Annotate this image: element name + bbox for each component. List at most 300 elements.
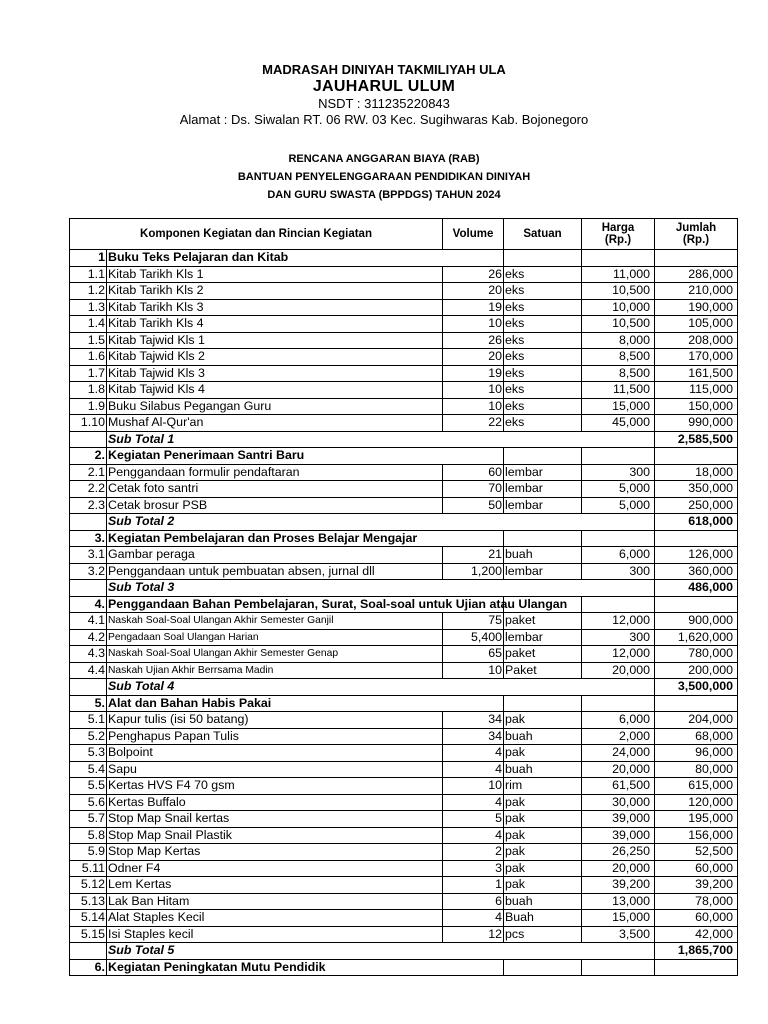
item-price: 10,500 <box>582 283 655 300</box>
item-total: 120,000 <box>655 794 738 811</box>
row-number: 1.3 <box>70 299 107 316</box>
table-row <box>70 728 738 745</box>
table-row <box>70 646 738 663</box>
item-description: Kitab Tajwid Kls 1 <box>107 332 443 349</box>
table-row <box>70 860 738 877</box>
row-number: 2.1 <box>70 464 107 481</box>
item-price: 15,000 <box>582 398 655 415</box>
row-number: 5.7 <box>70 811 107 828</box>
empty-cell <box>582 530 655 547</box>
item-volume: 20 <box>443 349 504 366</box>
item-price: 20,000 <box>582 761 655 778</box>
item-unit: Buah <box>504 910 582 927</box>
item-unit: lembar <box>504 497 582 514</box>
empty-cell <box>504 695 582 712</box>
item-price: 12,000 <box>582 646 655 663</box>
item-description: Kapur tulis (isi 50 batang) <box>107 712 443 729</box>
item-volume: 12 <box>443 926 504 943</box>
item-unit: eks <box>504 349 582 366</box>
item-total: 208,000 <box>655 332 738 349</box>
subtotal-row <box>70 431 738 448</box>
school-name: JAUHARUL ULUM <box>312 78 456 95</box>
row-number: 2.2 <box>70 481 107 498</box>
item-price: 39,000 <box>582 827 655 844</box>
table-row <box>70 877 738 894</box>
subtotal-label: Sub Total 5 <box>107 943 655 960</box>
item-total: 18,000 <box>655 464 738 481</box>
column-header-unit: Satuan <box>504 219 582 250</box>
item-unit: lembar <box>504 629 582 646</box>
item-unit: pak <box>504 745 582 762</box>
item-volume: 1,200 <box>443 563 504 580</box>
item-price: 300 <box>582 629 655 646</box>
empty-cell <box>582 959 655 976</box>
table-body <box>70 250 738 976</box>
item-volume: 34 <box>443 712 504 729</box>
empty-cell <box>504 250 582 267</box>
item-total: 615,000 <box>655 778 738 795</box>
item-price: 39,000 <box>582 811 655 828</box>
item-price: 61,500 <box>582 778 655 795</box>
row-number: 5.14 <box>70 910 107 927</box>
item-description: Gambar peraga <box>107 547 443 564</box>
empty-cell <box>655 596 738 613</box>
item-volume: 20 <box>443 283 504 300</box>
row-number: 5.3 <box>70 745 107 762</box>
item-total: 115,000 <box>655 382 738 399</box>
item-unit: lembar <box>504 563 582 580</box>
section-title: Alat dan Bahan Habis Pakai <box>107 695 504 712</box>
section-title: Kegiatan Pembelajaran dan Proses Belajar Mengajar <box>107 530 504 547</box>
row-number: 1.4 <box>70 316 107 333</box>
item-volume: 26 <box>443 266 504 283</box>
item-total: 126,000 <box>655 547 738 564</box>
item-total: 250,000 <box>655 497 738 514</box>
item-description: Lem Kertas <box>107 877 443 894</box>
row-number: 1.2 <box>70 283 107 300</box>
row-number: 5.4 <box>70 761 107 778</box>
item-unit: paket <box>504 646 582 663</box>
row-number: 1.7 <box>70 365 107 382</box>
subtotal-amount: 486,000 <box>655 580 738 597</box>
item-total: 195,000 <box>655 811 738 828</box>
item-total: 39,200 <box>655 877 738 894</box>
document-title <box>0 150 768 204</box>
item-price: 8,000 <box>582 332 655 349</box>
item-total: 204,000 <box>655 712 738 729</box>
item-unit: pcs <box>504 926 582 943</box>
title-line-2: BANTUAN PENYELENGGARAAN PENDIDIKAN DINIYAH <box>237 171 531 183</box>
item-description: Kitab Tarikh Kls 2 <box>107 283 443 300</box>
item-description: Bolpoint <box>107 745 443 762</box>
item-price: 15,000 <box>582 910 655 927</box>
item-description: Penghapus Papan Tulis <box>107 728 443 745</box>
item-price: 6,000 <box>582 547 655 564</box>
item-description: Pengadaan Soal Ulangan Harian <box>107 629 443 646</box>
table-row <box>70 415 738 432</box>
item-price: 10,500 <box>582 316 655 333</box>
item-unit: pak <box>504 811 582 828</box>
item-volume: 10 <box>443 316 504 333</box>
empty-cell <box>582 250 655 267</box>
table-row <box>70 794 738 811</box>
subtotal-row <box>70 943 738 960</box>
institution-type: MADRASAH DINIYAH TAKMILIYAH ULA <box>262 62 506 77</box>
column-header-component: Komponen Kegiatan dan Rincian Kegiatan <box>70 219 443 250</box>
row-number: 4.3 <box>70 646 107 663</box>
table-row <box>70 926 738 943</box>
table-row <box>70 497 738 514</box>
item-price: 2,000 <box>582 728 655 745</box>
item-total: 150,000 <box>655 398 738 415</box>
row-number: 6. <box>70 959 107 976</box>
item-unit: pak <box>504 844 582 861</box>
item-price: 39,200 <box>582 877 655 894</box>
item-volume: 4 <box>443 794 504 811</box>
item-price: 10,000 <box>582 299 655 316</box>
item-total: 156,000 <box>655 827 738 844</box>
item-unit: eks <box>504 415 582 432</box>
row-number: 1.6 <box>70 349 107 366</box>
item-total: 200,000 <box>655 662 738 679</box>
item-volume: 5 <box>443 811 504 828</box>
section-row <box>70 250 738 267</box>
item-description: Stop Map Snail kertas <box>107 811 443 828</box>
item-volume: 10 <box>443 662 504 679</box>
item-unit: pak <box>504 712 582 729</box>
item-volume: 5,400 <box>443 629 504 646</box>
table-row <box>70 844 738 861</box>
item-volume: 70 <box>443 481 504 498</box>
table-row <box>70 547 738 564</box>
empty-cell <box>70 514 107 531</box>
empty-cell <box>655 695 738 712</box>
item-volume: 4 <box>443 827 504 844</box>
item-price: 8,500 <box>582 349 655 366</box>
empty-cell <box>70 679 107 696</box>
subtotal-amount: 3,500,000 <box>655 679 738 696</box>
budget-table <box>69 218 738 976</box>
item-price: 300 <box>582 563 655 580</box>
item-total: 286,000 <box>655 266 738 283</box>
subtotal-row <box>70 580 738 597</box>
item-total: 170,000 <box>655 349 738 366</box>
item-total: 990,000 <box>655 415 738 432</box>
column-header-total <box>655 219 738 250</box>
item-volume: 19 <box>443 365 504 382</box>
item-volume: 10 <box>443 778 504 795</box>
item-price: 20,000 <box>582 662 655 679</box>
table-row <box>70 266 738 283</box>
item-description: Mushaf Al-Qur'an <box>107 415 443 432</box>
table-row <box>70 464 738 481</box>
table-row <box>70 893 738 910</box>
section-row <box>70 695 738 712</box>
item-unit: eks <box>504 283 582 300</box>
column-header-total-line1: Jumlah <box>675 222 717 234</box>
section-title: Kegiatan Peningkatan Mutu Pendidik <box>107 959 504 976</box>
row-number: 1.8 <box>70 382 107 399</box>
item-price: 30,000 <box>582 794 655 811</box>
item-volume: 22 <box>443 415 504 432</box>
item-description: Kertas Buffalo <box>107 794 443 811</box>
subtotal-label: Sub Total 3 <box>107 580 655 597</box>
table-row <box>70 332 738 349</box>
row-number: 4.4 <box>70 662 107 679</box>
section-row <box>70 959 738 976</box>
section-title: Kegiatan Penerimaan Santri Baru <box>107 448 504 465</box>
row-number: 5.13 <box>70 893 107 910</box>
row-number: 5.15 <box>70 926 107 943</box>
section-row <box>70 530 738 547</box>
row-number: 5.1 <box>70 712 107 729</box>
table-row <box>70 481 738 498</box>
item-total: 780,000 <box>655 646 738 663</box>
item-price: 12,000 <box>582 613 655 630</box>
item-description: Stop Map Kertas <box>107 844 443 861</box>
item-unit: eks <box>504 316 582 333</box>
item-description: Kertas HVS F4 70 gsm <box>107 778 443 795</box>
item-price: 5,000 <box>582 497 655 514</box>
item-volume: 3 <box>443 860 504 877</box>
table-row <box>70 745 738 762</box>
table-row <box>70 827 738 844</box>
item-description: Alat Staples Kecil <box>107 910 443 927</box>
item-volume: 4 <box>443 910 504 927</box>
empty-cell <box>655 959 738 976</box>
item-price: 13,000 <box>582 893 655 910</box>
row-number: 4. <box>70 596 107 613</box>
item-description: Naskah Ujian Akhir Berrsama Madin <box>107 662 443 679</box>
item-total: 68,000 <box>655 728 738 745</box>
column-header-price-line1: Harga <box>601 222 635 234</box>
table-row <box>70 563 738 580</box>
table-row <box>70 910 738 927</box>
item-price: 20,000 <box>582 860 655 877</box>
empty-cell <box>582 448 655 465</box>
section-row <box>70 596 738 613</box>
item-description: Lak Ban Hitam <box>107 893 443 910</box>
empty-cell <box>582 596 655 613</box>
item-price: 5,000 <box>582 481 655 498</box>
school-address: Alamat : Ds. Siwalan RT. 06 RW. 03 Kec. Sugihwaras Kab. Bojonegoro <box>179 112 589 127</box>
item-price: 3,500 <box>582 926 655 943</box>
item-unit: rim <box>504 778 582 795</box>
item-volume: 10 <box>443 382 504 399</box>
item-volume: 60 <box>443 464 504 481</box>
row-number: 5.6 <box>70 794 107 811</box>
item-unit: lembar <box>504 464 582 481</box>
item-volume: 10 <box>443 398 504 415</box>
subtotal-row <box>70 514 738 531</box>
item-unit: buah <box>504 547 582 564</box>
row-number: 3.2 <box>70 563 107 580</box>
table-row <box>70 398 738 415</box>
row-number: 5. <box>70 695 107 712</box>
row-number: 3.1 <box>70 547 107 564</box>
item-description: Isi Staples kecil <box>107 926 443 943</box>
item-total: 190,000 <box>655 299 738 316</box>
item-description: Penggandaan untuk pembuatan absen, jurnal dll <box>107 563 443 580</box>
item-total: 360,000 <box>655 563 738 580</box>
row-number: 4.2 <box>70 629 107 646</box>
row-number: 1 <box>70 250 107 267</box>
item-description: Naskah Soal-Soal Ulangan Akhir Semester Genap <box>107 646 443 663</box>
column-header-total-line2: (Rp.) <box>682 234 710 246</box>
item-description: Stop Map Snail Plastik <box>107 827 443 844</box>
item-total: 80,000 <box>655 761 738 778</box>
table-header-row <box>70 219 738 250</box>
item-unit: buah <box>504 728 582 745</box>
row-number: 2. <box>70 448 107 465</box>
empty-cell <box>655 530 738 547</box>
item-description: Kitab Tarikh Kls 1 <box>107 266 443 283</box>
item-volume: 2 <box>443 844 504 861</box>
row-number: 5.2 <box>70 728 107 745</box>
empty-cell <box>655 448 738 465</box>
row-number: 1.9 <box>70 398 107 415</box>
table-row <box>70 662 738 679</box>
nsdt-number: NSDT : 311235220843 <box>318 96 450 111</box>
item-description: Kitab Tajwid Kls 4 <box>107 382 443 399</box>
table-row <box>70 283 738 300</box>
item-unit: Paket <box>504 662 582 679</box>
item-description: Penggandaan formulir pendaftaran <box>107 464 443 481</box>
row-number: 5.11 <box>70 860 107 877</box>
column-header-price <box>582 219 655 250</box>
empty-cell <box>504 959 582 976</box>
item-volume: 50 <box>443 497 504 514</box>
empty-cell <box>582 695 655 712</box>
section-title: Buku Teks Pelajaran dan Kitab <box>107 250 504 267</box>
empty-cell <box>504 530 582 547</box>
item-description: Naskah Soal-Soal Ulangan Akhir Semester Ganjil <box>107 613 443 630</box>
item-total: 60,000 <box>655 910 738 927</box>
empty-cell <box>70 580 107 597</box>
item-description: Sapu <box>107 761 443 778</box>
item-total: 210,000 <box>655 283 738 300</box>
empty-cell <box>70 943 107 960</box>
table-row <box>70 613 738 630</box>
row-number: 5.8 <box>70 827 107 844</box>
item-total: 1,620,000 <box>655 629 738 646</box>
item-volume: 26 <box>443 332 504 349</box>
item-unit: buah <box>504 893 582 910</box>
row-number: 1.5 <box>70 332 107 349</box>
item-total: 60,000 <box>655 860 738 877</box>
item-price: 24,000 <box>582 745 655 762</box>
item-price: 26,250 <box>582 844 655 861</box>
item-volume: 1 <box>443 877 504 894</box>
item-total: 161,500 <box>655 365 738 382</box>
item-unit: eks <box>504 299 582 316</box>
subtotal-label: Sub Total 2 <box>107 514 655 531</box>
item-volume: 19 <box>443 299 504 316</box>
item-unit: eks <box>504 382 582 399</box>
item-description: Cetak foto santri <box>107 481 443 498</box>
column-header-volume: Volume <box>443 219 504 250</box>
title-line-3: DAN GURU SWASTA (BPPDGS) TAHUN 2024 <box>267 189 501 201</box>
item-price: 8,500 <box>582 365 655 382</box>
item-unit: pak <box>504 860 582 877</box>
row-number: 4.1 <box>70 613 107 630</box>
subtotal-amount: 1,865,700 <box>655 943 738 960</box>
subtotal-label: Sub Total 4 <box>107 679 655 696</box>
row-number: 2.3 <box>70 497 107 514</box>
row-number: 5.5 <box>70 778 107 795</box>
column-header-price-line2: (Rp.) <box>604 234 632 246</box>
item-volume: 4 <box>443 761 504 778</box>
item-description: Buku Silabus Pegangan Guru <box>107 398 443 415</box>
item-unit: buah <box>504 761 582 778</box>
table-row <box>70 349 738 366</box>
subtotal-label: Sub Total 1 <box>107 431 655 448</box>
table-row <box>70 761 738 778</box>
item-price: 45,000 <box>582 415 655 432</box>
item-price: 11,000 <box>582 266 655 283</box>
table-row <box>70 299 738 316</box>
item-description: Kitab Tarikh Kls 3 <box>107 299 443 316</box>
document-header <box>0 62 768 128</box>
item-volume: 6 <box>443 893 504 910</box>
title-line-1: RENCANA ANGGARAN BIAYA (RAB) <box>288 153 480 165</box>
subtotal-amount: 2,585,500 <box>655 431 738 448</box>
item-unit: eks <box>504 398 582 415</box>
item-description: Odner F4 <box>107 860 443 877</box>
item-total: 42,000 <box>655 926 738 943</box>
row-number: 5.12 <box>70 877 107 894</box>
table-row <box>70 365 738 382</box>
item-unit: paket <box>504 613 582 630</box>
subtotal-amount: 618,000 <box>655 514 738 531</box>
item-unit: lembar <box>504 481 582 498</box>
item-price: 300 <box>582 464 655 481</box>
section-title: Penggandaan Bahan Pembelajaran, Surat, Soal-soal untuk Ujian atau Ulangan <box>108 596 568 611</box>
item-description: Kitab Tajwid Kls 3 <box>107 365 443 382</box>
item-volume: 4 <box>443 745 504 762</box>
item-unit: pak <box>504 827 582 844</box>
table-row <box>70 316 738 333</box>
section-row <box>70 448 738 465</box>
row-number: 1.1 <box>70 266 107 283</box>
item-description: Kitab Tarikh Kls 4 <box>107 316 443 333</box>
item-total: 96,000 <box>655 745 738 762</box>
empty-cell <box>70 431 107 448</box>
empty-cell <box>655 250 738 267</box>
empty-cell <box>504 448 582 465</box>
item-unit: eks <box>504 365 582 382</box>
subtotal-row <box>70 679 738 696</box>
item-volume: 21 <box>443 547 504 564</box>
row-number: 3. <box>70 530 107 547</box>
item-unit: eks <box>504 266 582 283</box>
row-number: 1.10 <box>70 415 107 432</box>
item-volume: 34 <box>443 728 504 745</box>
item-volume: 65 <box>443 646 504 663</box>
item-price: 11,500 <box>582 382 655 399</box>
item-unit: pak <box>504 877 582 894</box>
item-total: 78,000 <box>655 893 738 910</box>
item-description: Kitab Tajwid Kls 2 <box>107 349 443 366</box>
item-total: 900,000 <box>655 613 738 630</box>
item-total: 105,000 <box>655 316 738 333</box>
item-total: 350,000 <box>655 481 738 498</box>
item-total: 52,500 <box>655 844 738 861</box>
item-description: Cetak brosur PSB <box>107 497 443 514</box>
table-row <box>70 712 738 729</box>
item-price: 6,000 <box>582 712 655 729</box>
table-row <box>70 811 738 828</box>
